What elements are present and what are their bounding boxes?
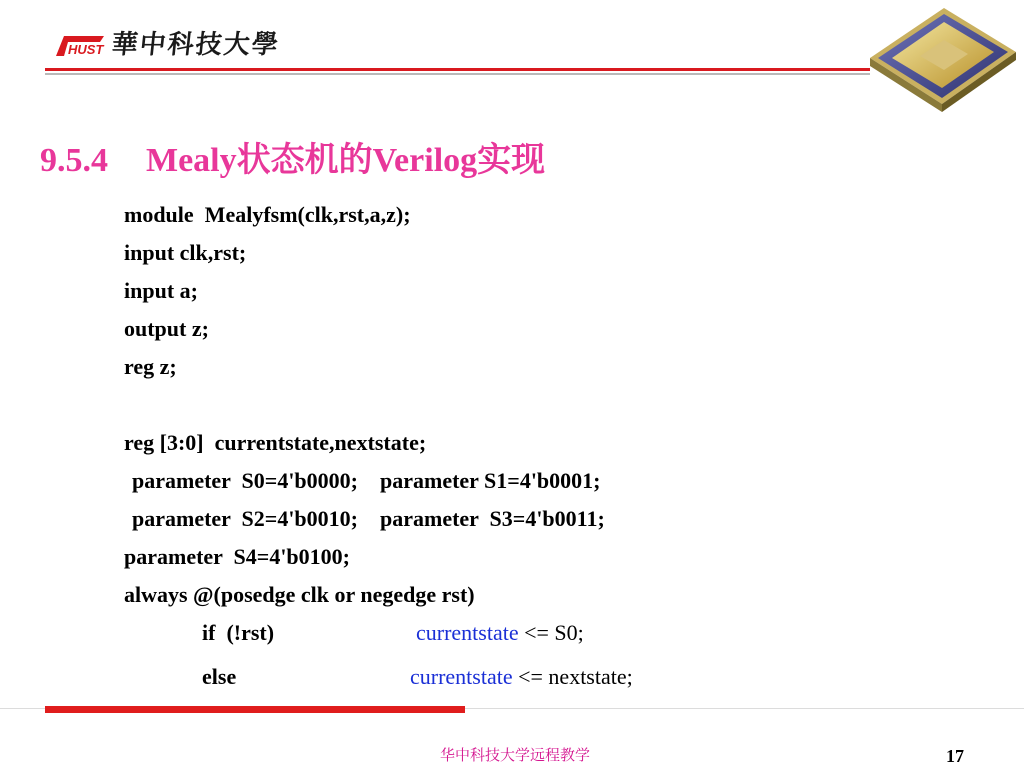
code-line: input clk,rst; xyxy=(124,240,247,265)
svg-text:HUST: HUST xyxy=(68,42,104,57)
code-blank-line xyxy=(124,386,633,424)
hust-logo-icon xyxy=(54,32,106,58)
footer-label: 华中科技大学远程教学 xyxy=(440,746,591,764)
header-divider-gray xyxy=(45,73,870,75)
section-title: Mealy状态机的Verilog实现 xyxy=(146,142,546,179)
code-line: always @(posedge clk or negedge rst) xyxy=(124,582,475,607)
university-name: 華中科技大學 xyxy=(110,29,282,60)
page-number: 17 xyxy=(946,746,964,766)
cpu-chip-icon xyxy=(848,0,1024,122)
highlighted-variable: currentstate xyxy=(410,664,513,689)
code-line: parameter S4=4'b0100; xyxy=(124,544,350,569)
code-line-else xyxy=(124,658,633,696)
university-logo xyxy=(54,22,280,62)
else-keyword: else xyxy=(202,664,237,689)
code-line: reg [3:0] currentstate,nextstate; xyxy=(124,430,427,455)
code-line: reg z; xyxy=(124,354,177,379)
highlighted-variable: currentstate xyxy=(416,620,519,645)
code-line: parameter S0=4'b0000; parameter S1=4'b0001; xyxy=(132,468,601,493)
if-keyword: if (!rst) xyxy=(202,620,275,645)
code-line: output z; xyxy=(124,316,209,341)
assignment: <= S0; xyxy=(518,620,584,645)
verilog-code-block xyxy=(124,196,633,696)
footer-divider-red xyxy=(45,706,465,713)
code-line-if xyxy=(124,614,633,652)
assignment: <= nextstate; xyxy=(512,664,633,689)
section-number: 9.5.4 xyxy=(40,142,108,179)
header-divider-red xyxy=(45,68,870,71)
code-line: input a; xyxy=(124,278,198,303)
slide-title xyxy=(40,132,545,181)
code-line: parameter S2=4'b0010; parameter S3=4'b0011; xyxy=(132,506,605,531)
code-line: module Mealyfsm(clk,rst,a,z); xyxy=(124,202,411,227)
